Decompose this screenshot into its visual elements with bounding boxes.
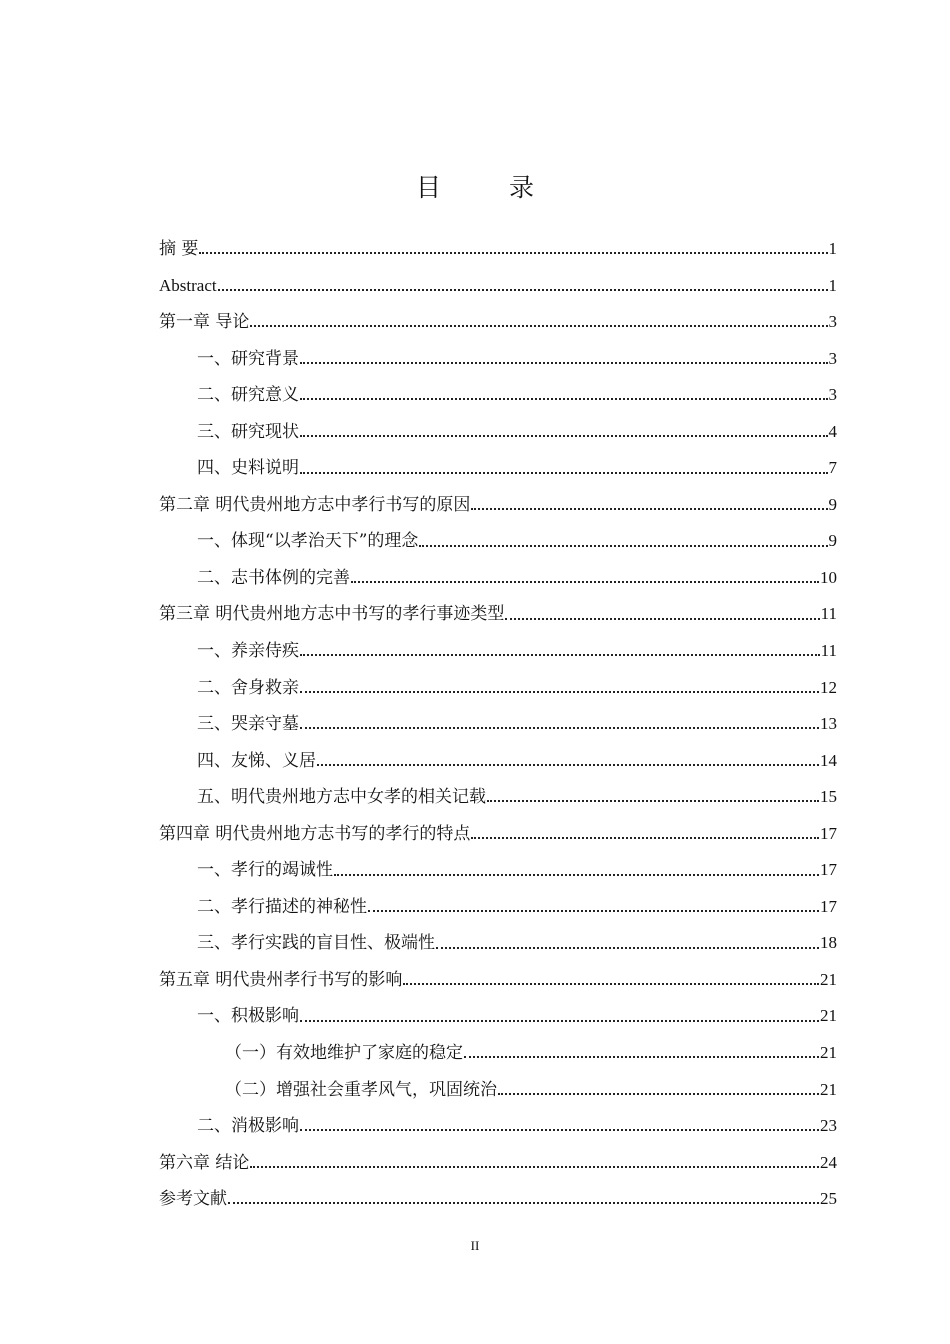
toc-entry-label: 一、积极影响 <box>197 1006 299 1027</box>
toc-entry-page: 11 <box>820 604 837 624</box>
toc-dot-leader <box>498 1093 819 1095</box>
toc-entry-label: 第四章 明代贵州地方志书写的孝行的特点 <box>159 823 471 844</box>
toc-dot-leader <box>300 472 828 474</box>
toc-entry[interactable] <box>159 1108 837 1145</box>
toc-entry[interactable] <box>159 377 837 414</box>
toc-entry-page: 24 <box>820 1152 837 1172</box>
toc-entry[interactable] <box>159 414 837 451</box>
toc-entry-page: 17 <box>820 823 837 843</box>
toc-entry-label: 一、研究背景 <box>197 348 299 369</box>
toc-entry-label: （二）增强社会重孝风气，巩固统治 <box>225 1079 497 1100</box>
toc-entry[interactable] <box>159 816 837 853</box>
toc-entry-label: Abstract <box>159 275 217 295</box>
toc-dot-leader <box>436 947 819 949</box>
toc-entry-page: 17 <box>820 896 837 916</box>
table-of-contents <box>159 231 837 1218</box>
toc-entry[interactable] <box>159 852 837 889</box>
toc-entry-label: 二、舍身救亲 <box>197 677 299 698</box>
toc-dot-leader <box>300 435 828 437</box>
toc-entry[interactable] <box>159 633 837 670</box>
toc-entry[interactable] <box>159 1035 837 1072</box>
toc-entry-page: 14 <box>820 750 837 770</box>
toc-dot-leader <box>505 618 819 620</box>
page-title: 目 录 <box>416 173 564 202</box>
toc-entry[interactable] <box>159 450 837 487</box>
toc-entry-page: 9 <box>828 531 837 551</box>
toc-entry-page: 21 <box>820 1043 837 1063</box>
toc-dot-leader <box>300 654 820 656</box>
toc-entry[interactable] <box>159 998 837 1035</box>
toc-dot-leader <box>300 362 828 364</box>
toc-dot-leader <box>300 398 828 400</box>
toc-entry-page: 17 <box>820 860 837 880</box>
toc-dot-leader <box>300 1020 819 1022</box>
toc-entry-label: 一、孝行的竭诚性 <box>197 860 333 881</box>
toc-entry[interactable] <box>159 925 837 962</box>
toc-entry-label: 第二章 明代贵州地方志中孝行书写的原因 <box>159 494 471 515</box>
toc-entry[interactable] <box>159 962 837 999</box>
toc-entry-label: 二、孝行描述的神秘性 <box>197 896 367 917</box>
toc-entry[interactable] <box>159 596 837 633</box>
toc-dot-leader <box>250 325 827 327</box>
toc-entry-label: 一、养亲侍疾 <box>197 641 299 662</box>
toc-entry-page: 10 <box>820 567 837 587</box>
toc-entry[interactable] <box>159 706 837 743</box>
toc-entry-label: 第一章 导论 <box>159 312 250 333</box>
toc-entry-page: 9 <box>828 494 837 514</box>
toc-entry[interactable] <box>159 779 837 816</box>
toc-entry-page: 25 <box>820 1189 837 1209</box>
toc-entry-page: 1 <box>828 239 837 258</box>
toc-dot-leader <box>300 727 819 729</box>
toc-entry[interactable] <box>159 341 837 378</box>
toc-entry[interactable] <box>159 670 837 707</box>
toc-entry[interactable] <box>159 1145 837 1182</box>
toc-entry[interactable] <box>159 523 837 560</box>
toc-entry-page: 3 <box>828 348 837 368</box>
toc-entry[interactable] <box>159 1181 837 1218</box>
toc-entry-page: 7 <box>828 458 837 478</box>
toc-entry[interactable] <box>159 304 837 341</box>
toc-entry-page: 15 <box>820 787 837 807</box>
toc-dot-leader <box>464 1056 819 1058</box>
toc-entry-label: 二、消极影响 <box>197 1116 299 1137</box>
toc-entry-label: 第三章 明代贵州地方志中书写的孝行事迹类型 <box>159 604 505 625</box>
toc-entry[interactable] <box>159 268 837 305</box>
toc-entry-label: 三、孝行实践的盲目性、极端性 <box>197 933 435 954</box>
toc-entry-label: （一）有效地维护了家庭的稳定 <box>225 1043 463 1064</box>
toc-entry-page: 1 <box>828 275 837 295</box>
toc-entry-label: 第六章 结论 <box>159 1152 250 1173</box>
toc-dot-leader <box>487 800 819 802</box>
toc-dot-leader <box>334 874 819 876</box>
toc-entry-label: 二、志书体例的完善 <box>197 567 350 588</box>
toc-entry-page: 23 <box>820 1116 837 1136</box>
toc-entry-page: 3 <box>828 385 837 405</box>
toc-entry-page: 21 <box>820 1006 837 1026</box>
toc-entry-label: 四、史料说明 <box>197 458 299 479</box>
toc-entry[interactable] <box>159 743 837 780</box>
toc-entry[interactable] <box>159 889 837 926</box>
page-number: II <box>470 1238 480 1253</box>
toc-entry-page: 13 <box>820 714 837 734</box>
toc-dot-leader <box>317 764 819 766</box>
toc-entry-page: 4 <box>828 421 837 441</box>
toc-entry-label: 二、研究意义 <box>197 385 299 406</box>
toc-dot-leader <box>250 1166 819 1168</box>
toc-dot-leader <box>471 837 819 839</box>
toc-dot-leader <box>471 508 827 510</box>
toc-dot-leader <box>218 289 828 291</box>
toc-entry-page: 21 <box>820 1079 837 1099</box>
toc-entry-page: 21 <box>820 969 837 989</box>
toc-entry[interactable] <box>159 487 837 524</box>
toc-entry-label: 三、哭亲守墓 <box>197 714 299 735</box>
toc-dot-leader <box>300 1129 819 1131</box>
toc-dot-leader <box>419 545 827 547</box>
toc-dot-leader <box>351 581 819 583</box>
toc-entry-label: 一、体现“以孝治天下”的理念 <box>197 531 419 552</box>
toc-entry-label: 五、明代贵州地方志中女孝的相关记载 <box>197 787 486 808</box>
toc-entry[interactable] <box>159 560 837 597</box>
toc-entry-page: 12 <box>820 677 837 697</box>
toc-dot-leader <box>403 983 819 985</box>
toc-dot-leader <box>228 1202 819 1204</box>
toc-entry-page: 18 <box>820 933 837 953</box>
toc-dot-leader <box>368 910 819 912</box>
toc-entry[interactable] <box>159 231 837 268</box>
toc-entry-page: 11 <box>820 641 837 661</box>
toc-entry-label: 三、研究现状 <box>197 421 299 442</box>
toc-entry-page: 3 <box>828 312 837 332</box>
toc-entry-label: 第五章 明代贵州孝行书写的影响 <box>159 969 403 990</box>
toc-entry-label: 参考文献 <box>159 1189 227 1210</box>
toc-dot-leader <box>300 691 819 693</box>
toc-entry[interactable] <box>159 1072 837 1109</box>
toc-entry-label: 摘 要 <box>159 239 199 259</box>
toc-dot-leader <box>199 252 827 254</box>
toc-entry-label: 四、友悌、义居 <box>197 750 316 771</box>
